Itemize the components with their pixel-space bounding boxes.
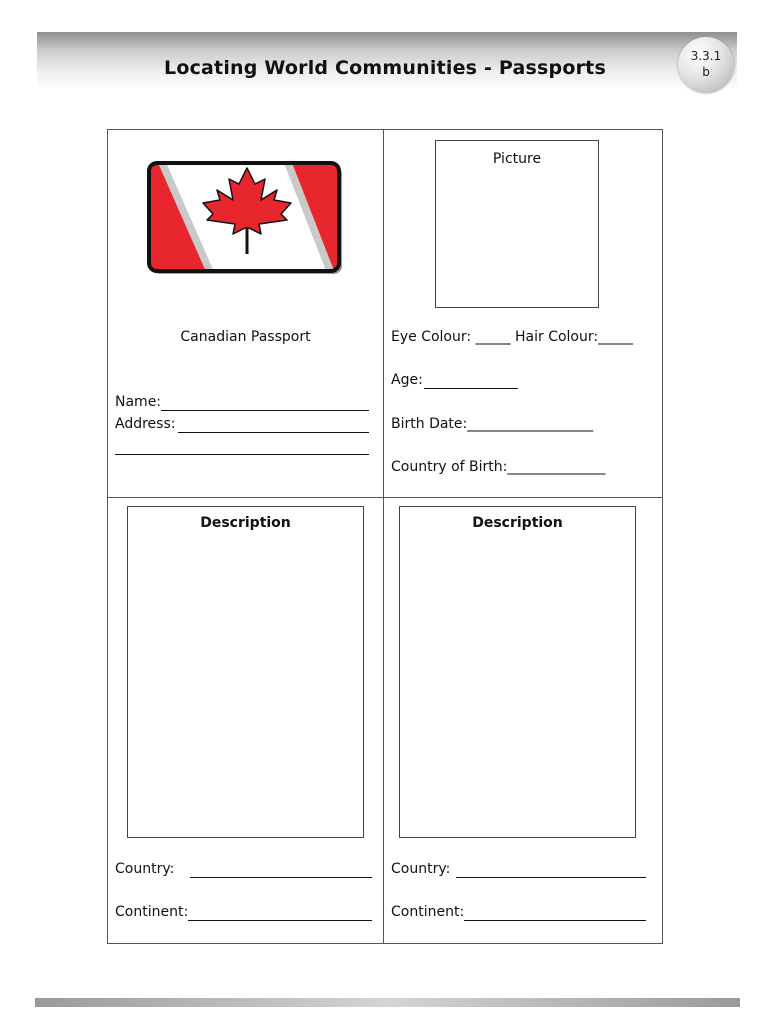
footer-bar <box>35 998 740 1007</box>
name-field[interactable] <box>161 410 369 411</box>
age-field[interactable] <box>424 388 518 389</box>
continent-field-left[interactable] <box>188 920 372 921</box>
passport-title: Canadian Passport <box>180 329 311 345</box>
eye-colour-label <box>391 329 633 345</box>
birth-date-field[interactable]: __________________ <box>467 416 594 432</box>
country-field-right[interactable] <box>456 877 646 878</box>
page-title: Locating World Communities - Passports <box>164 57 606 79</box>
continent-field-right[interactable] <box>464 920 646 921</box>
description-label-left: Description <box>200 515 291 531</box>
country-of-birth-row <box>391 459 605 475</box>
hair-colour-field[interactable]: _____ <box>598 329 634 345</box>
continent-label-right: Continent: <box>391 904 465 920</box>
vertical-divider <box>383 130 384 943</box>
passport-sheet <box>107 129 663 944</box>
picture-box[interactable] <box>435 140 599 308</box>
address-field[interactable] <box>178 432 369 433</box>
address-field-line2[interactable] <box>115 454 369 455</box>
eye-colour-label-text: Eye Colour: <box>391 329 472 345</box>
section-badge <box>678 37 734 93</box>
description-box-left[interactable] <box>127 506 364 838</box>
country-label-left: Country: <box>115 861 175 877</box>
country-label-right: Country: <box>391 861 451 877</box>
description-box-right[interactable] <box>399 506 636 838</box>
section-badge-text: 3.3.1 b <box>690 49 722 79</box>
birth-date-row <box>391 416 593 432</box>
age-label: Age: <box>391 372 423 388</box>
description-label-right: Description <box>472 515 563 531</box>
address-label: Address: <box>115 416 176 432</box>
picture-label: Picture <box>492 151 542 167</box>
name-label: Name: <box>115 394 162 410</box>
horizontal-divider <box>108 497 662 498</box>
birth-date-label: Birth Date: <box>391 416 468 432</box>
country-of-birth-field[interactable]: ______________ <box>507 459 606 475</box>
continent-label-left: Continent: <box>115 904 189 920</box>
canada-flag-icon <box>144 158 344 276</box>
country-of-birth-label: Country of Birth: <box>391 459 508 475</box>
country-field-left[interactable] <box>190 877 372 878</box>
hair-colour-label-text: Hair Colour: <box>515 329 599 345</box>
eye-colour-field[interactable]: _____ <box>475 329 511 345</box>
